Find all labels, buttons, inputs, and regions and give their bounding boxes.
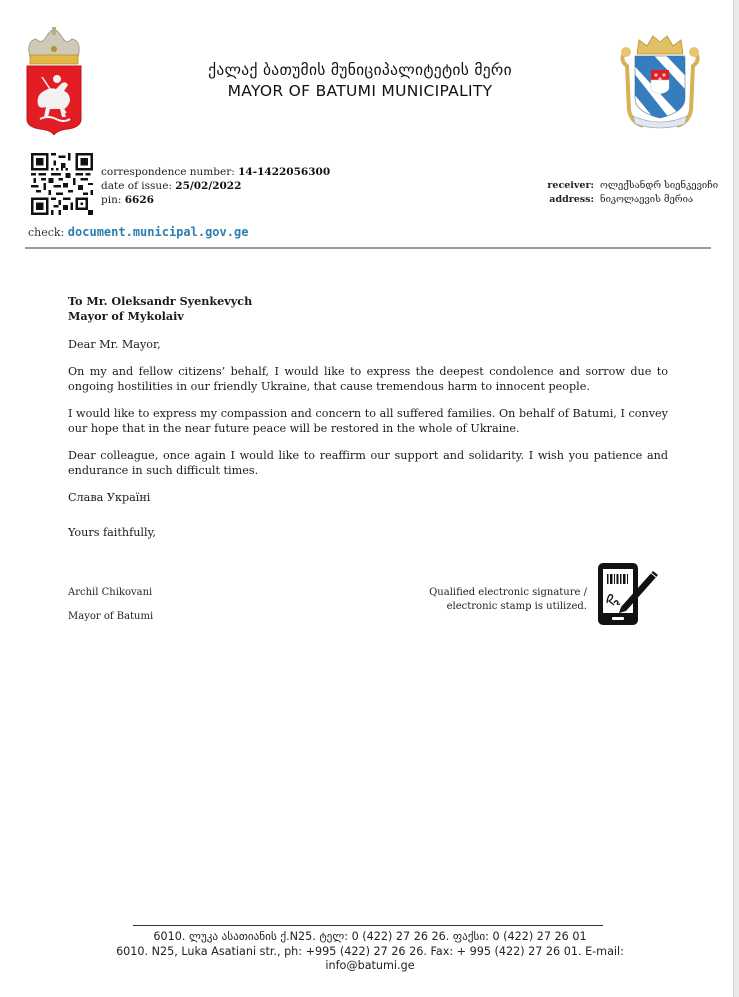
esignature-note-line1: Qualified electronic signature / bbox=[429, 587, 587, 598]
esignature-note bbox=[400, 586, 587, 613]
address-value: ნიკოლაევის მერია bbox=[600, 193, 694, 205]
qr-code-icon bbox=[31, 153, 93, 215]
header-title bbox=[140, 60, 580, 102]
batumi-coat-of-arms-icon bbox=[617, 32, 703, 130]
addressee-name: To Mr. Oleksandr Syenkevych bbox=[68, 294, 253, 308]
footer bbox=[70, 930, 670, 974]
address-row bbox=[520, 193, 718, 207]
footer-divider bbox=[133, 925, 603, 926]
receiver-value: ოლექსანდრ სიენკევიჩი bbox=[600, 180, 719, 191]
paragraph: Dear colleague, once again I would like to reaffirm our support and solidarity. I wish you patience and endurance in such difficult times. bbox=[68, 449, 668, 477]
header-title-english: MAYOR OF BATUMI MUNICIPALITY bbox=[227, 82, 493, 100]
footer-email[interactable]: info@batumi.ge bbox=[325, 959, 415, 972]
addressee-title: Mayor of Mykolaiv bbox=[68, 309, 184, 323]
signer-name: Archil Chikovani bbox=[68, 587, 153, 598]
pin bbox=[101, 193, 330, 207]
signer-position: Mayor of Batumi bbox=[68, 611, 154, 622]
letter-body bbox=[68, 294, 668, 552]
receiver-label: receiver: bbox=[547, 180, 594, 191]
correspondence-number-value: 14-1422056300 bbox=[238, 166, 331, 178]
paragraph: On my and fellow citizens’ behalf, I would like to express the deepest condolence and sorrow due to ongoing hostilities in our friendly Ukraine, that cause tremendous harm to innocent people. bbox=[68, 365, 668, 393]
date-of-issue-value: 25/02/2022 bbox=[175, 180, 242, 192]
correspondence-number bbox=[101, 165, 330, 179]
footer-address-english: 6010. N25, Luka Asatiani str., ph: +995 (422) 27 26 26. Fax: + 995 (422) 27 26 01. E-mail: bbox=[116, 944, 624, 958]
header-divider bbox=[25, 247, 711, 249]
signer-block bbox=[68, 586, 153, 634]
pin-label: pin: bbox=[101, 194, 122, 206]
check-label: check: bbox=[28, 226, 65, 239]
paragraph: I would like to express my compassion and concern to all suffered families. On behalf of Batumi, I convey our hope that in the near future peace will be restored in the whole of Ukraine. bbox=[68, 407, 668, 435]
salutation: Dear Mr. Mayor, bbox=[68, 338, 161, 351]
closing: Yours faithfully, bbox=[68, 526, 156, 539]
receiver-block bbox=[520, 179, 718, 206]
receiver-row bbox=[520, 179, 718, 193]
esignature-note-line2: electronic stamp is utilized. bbox=[446, 600, 587, 612]
document-meta bbox=[101, 165, 330, 207]
date-of-issue-label: date of issue: bbox=[101, 180, 172, 192]
address-label: address: bbox=[549, 193, 594, 205]
electronic-signature-icon bbox=[595, 561, 661, 627]
pin-value: 6626 bbox=[124, 194, 154, 206]
check-row bbox=[28, 225, 248, 239]
addressee bbox=[68, 294, 668, 324]
header-title-georgian: ქალაქ ბათუმის მუნიციპალიტეტის მერი bbox=[208, 61, 512, 79]
correspondence-number-label: correspondence number: bbox=[101, 166, 235, 178]
check-link[interactable]: document.municipal.gov.ge bbox=[67, 225, 249, 239]
footer-address-georgian: 6010. ლუკა ასათიანის ქ.N25. ტელ: 0 (422) 27 26 26. ფაქსი: 0 (422) 27 26 01 bbox=[153, 930, 587, 943]
georgia-coat-of-arms-icon bbox=[24, 27, 84, 135]
slogan: Слава Україні bbox=[68, 491, 151, 504]
date-of-issue bbox=[101, 179, 330, 193]
